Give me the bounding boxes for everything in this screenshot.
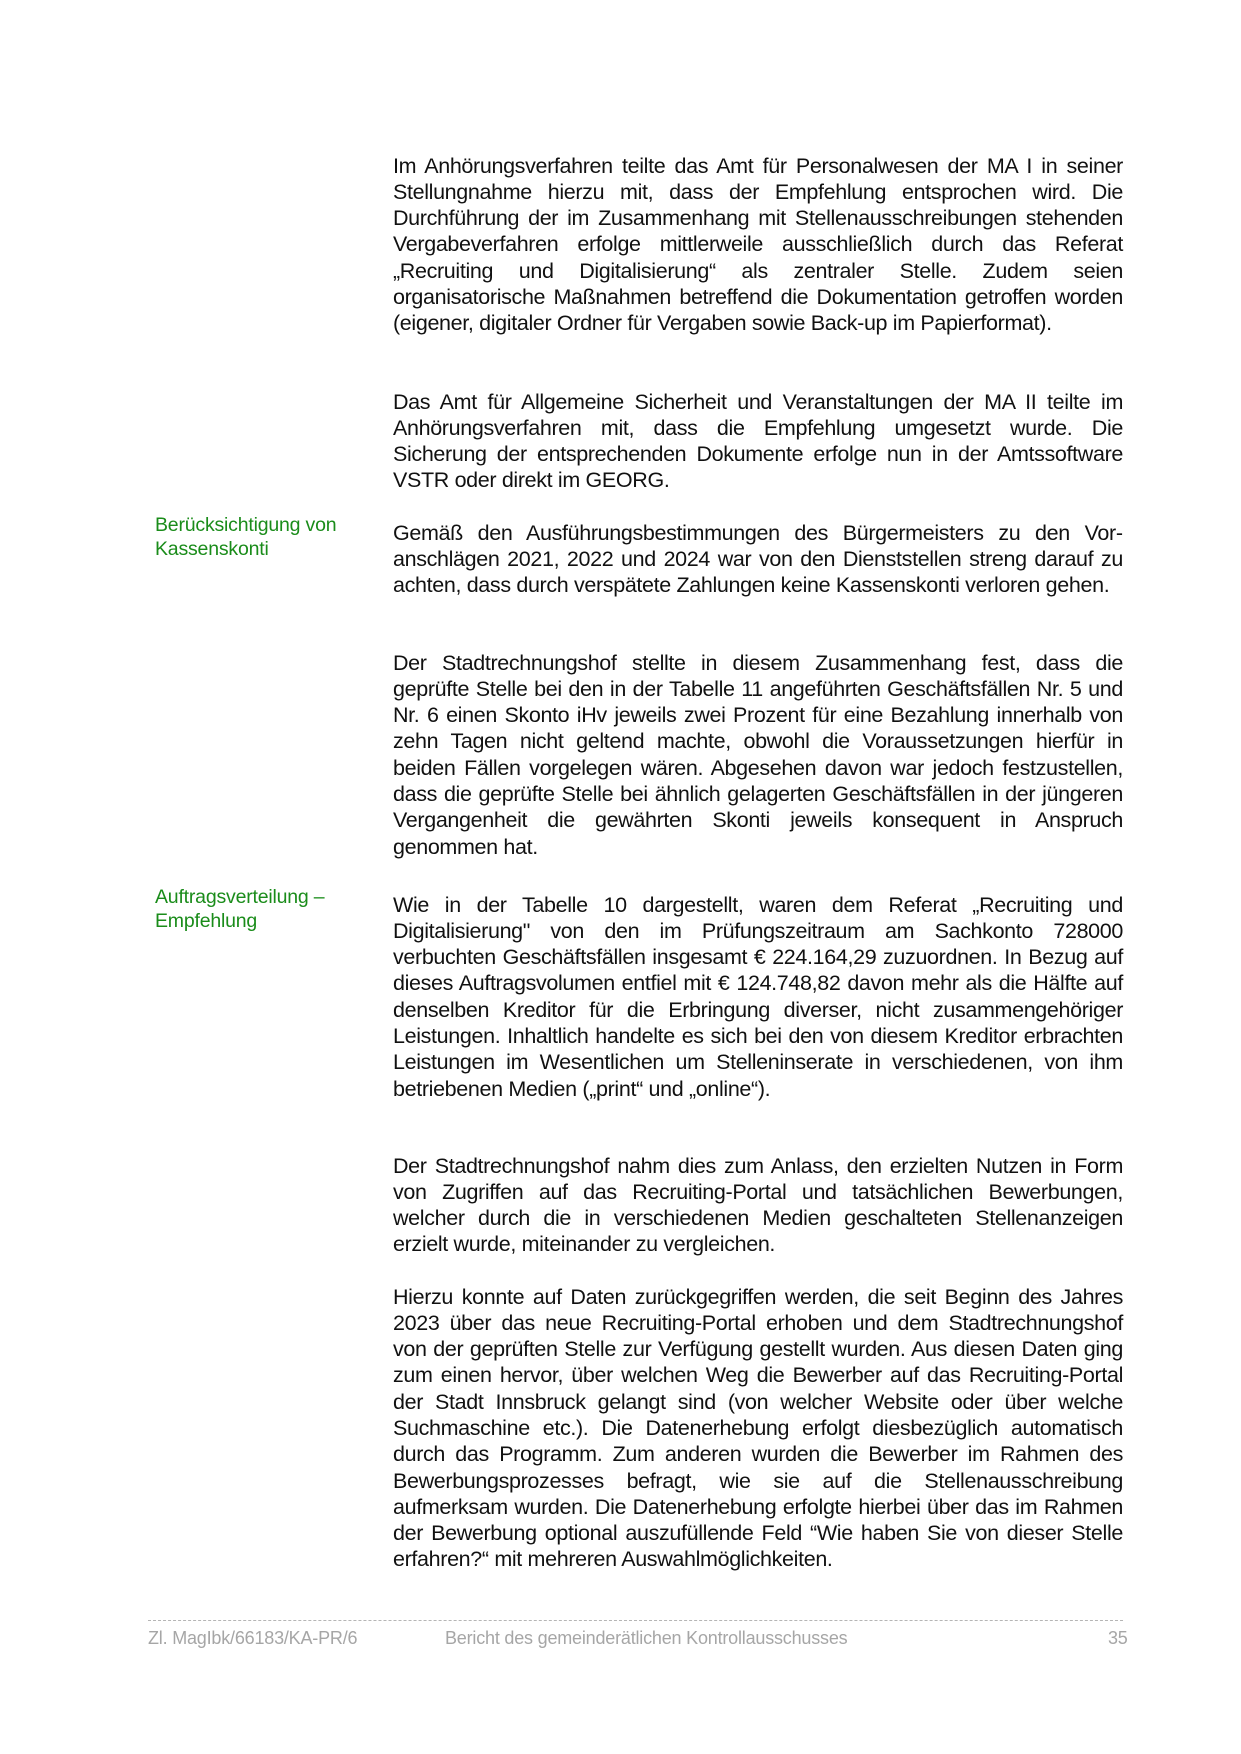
side-heading-auftragsverteilung: Auftragsverteilung – Empfehlung xyxy=(155,886,325,932)
footer-divider xyxy=(148,1620,1123,1621)
footer-reference: Zl. MagIbk/66183/KA-PR/6 xyxy=(148,1628,358,1648)
paragraph-datenerhebung: Hierzu konnte auf Daten zurückgegriffen werden, die seit Beginn des Jahres 2023 über das neue Recruiting-Portal erhoben und dem Stadtrechnungshof von der geprüften Stelle zur Verfügung gestellt wurden. Aus diesen Daten ging zum einen hervor, über welchen Weg die Bewerber auf das Recruiting-Portal der Stadt Innsbruck gelangt sind (von welcher Website oder über welche Suchmaschine etc.). Die Datenerhebung erfolgt diesbezüglich automatisch durch das Programm. Zum anderen wurden die Bewerber im Rahmen des Bewerbungsprozesses befragt, wie sie auf die Stellenausschreibung aufmerksam wurden. Die Datenerhebung erfolgte hierbei über das im Rahmen der Bewerbung optional auszufüllende Feld “Wie haben Sie von dieser Stelle erfahren?“ mit mehreren Auswahlmöglichkeiten. xyxy=(393,1284,1123,1572)
paragraph-sicherheit-statement: Das Amt für Allgemeine Sicherheit und Veranstaltungen der MA II teilte im Anhörungsverfahren mit, dass die Empfehlung umgesetzt wurde. Die Sicherung der entsprechenden Dokumente erfolge nun in der Amtssoftware VSTR oder direkt im GEORG. xyxy=(393,389,1123,493)
paragraph-ausfuehrungsbestimmungen: Gemäß den Ausführungsbestimmungen des Bürgermeisters zu den Voranschlägen 2021, 2022 und 2024 war von den Dienststellen streng darauf zu achten, dass durch verspätete Zahlungen keine Kassenskonti verloren gehen. xyxy=(393,520,1123,598)
footer-title: Bericht des gemeinderätlichen Kontrollausschusses xyxy=(445,1628,848,1648)
paragraph-skonto-finding: Der Stadtrechnungshof stellte in diesem Zusammenhang fest, dass die geprüfte Stelle bei den in der Tabelle 11 angeführten Geschäftsfällen Nr. 5 und Nr. 6 einen Skonto iHv jeweils zwei Prozent für eine Bezahlung innerhalb von zehn Tagen nicht geltend machte, obwohl die Voraussetzungen hierfür in beiden Fällen vorgelegen wären. Abgesehen davon war jedoch festzustellen, dass die geprüfte Stelle bei ähnlich gelagerten Geschäftsfällen in der jüngeren Vergangenheit die gewährten Skonti jeweils konsequent in Anspruch genommen hat. xyxy=(393,650,1123,859)
side-heading-kassenskonti: Berücksichtigung von Kassenskonti xyxy=(155,514,337,560)
paragraph-personalwesen-statement: Im Anhörungsverfahren teilte das Amt für Personalwesen der MA I in seiner Stellungnahme hierzu mit, dass der Empfehlung entsprochen wird. Die Durchführung der im Zusammenhang mit Stellenausschreibungen stehenden Vergabeverfahren erfolge mittlerweile ausschließlich durch das Referat „Recruiting und Digitalisierung“ als zentraler Stelle. Zudem seien organisatorische Maßnahmen betreffend die Dokumentation getroffen worden (eigener, digitaler Ordner für Vergaben sowie Back-up im Papierformat). xyxy=(393,153,1123,336)
page-number: 35 xyxy=(1108,1628,1128,1648)
paragraph-auftragsvolumen: Wie in der Tabelle 10 dargestellt, waren dem Referat „Recruiting und Digitalisierung" von den im Prüfungszeitraum am Sachkonto 728000 verbuchten Geschäftsfällen insgesamt € 224.164,29 zuzuordnen. In Bezug auf dieses Auftragsvolumen entfiel mit € 124.748,82 davon mehr als die Hälfte auf denselben Kreditor für die Erbringung diverser, nicht zusammengehöriger Leistungen. Inhaltlich handelte es sich bei den von diesem Kreditor erbrachten Leistungen im Wesentlichen um Stelleninserate in verschiedenen, von ihm betriebenen Medien („print“ und „online“). xyxy=(393,892,1123,1101)
paragraph-nutzenvergleich: Der Stadtrechnungshof nahm dies zum Anlass, den erzielten Nutzen in Form von Zugriffen auf das Recruiting-Portal und tatsächlichen Bewerbungen, welcher durch die in verschiedenen Medien geschalteten Stellenanzeigen erzielt wurde, miteinander zu vergleichen. xyxy=(393,1153,1123,1257)
